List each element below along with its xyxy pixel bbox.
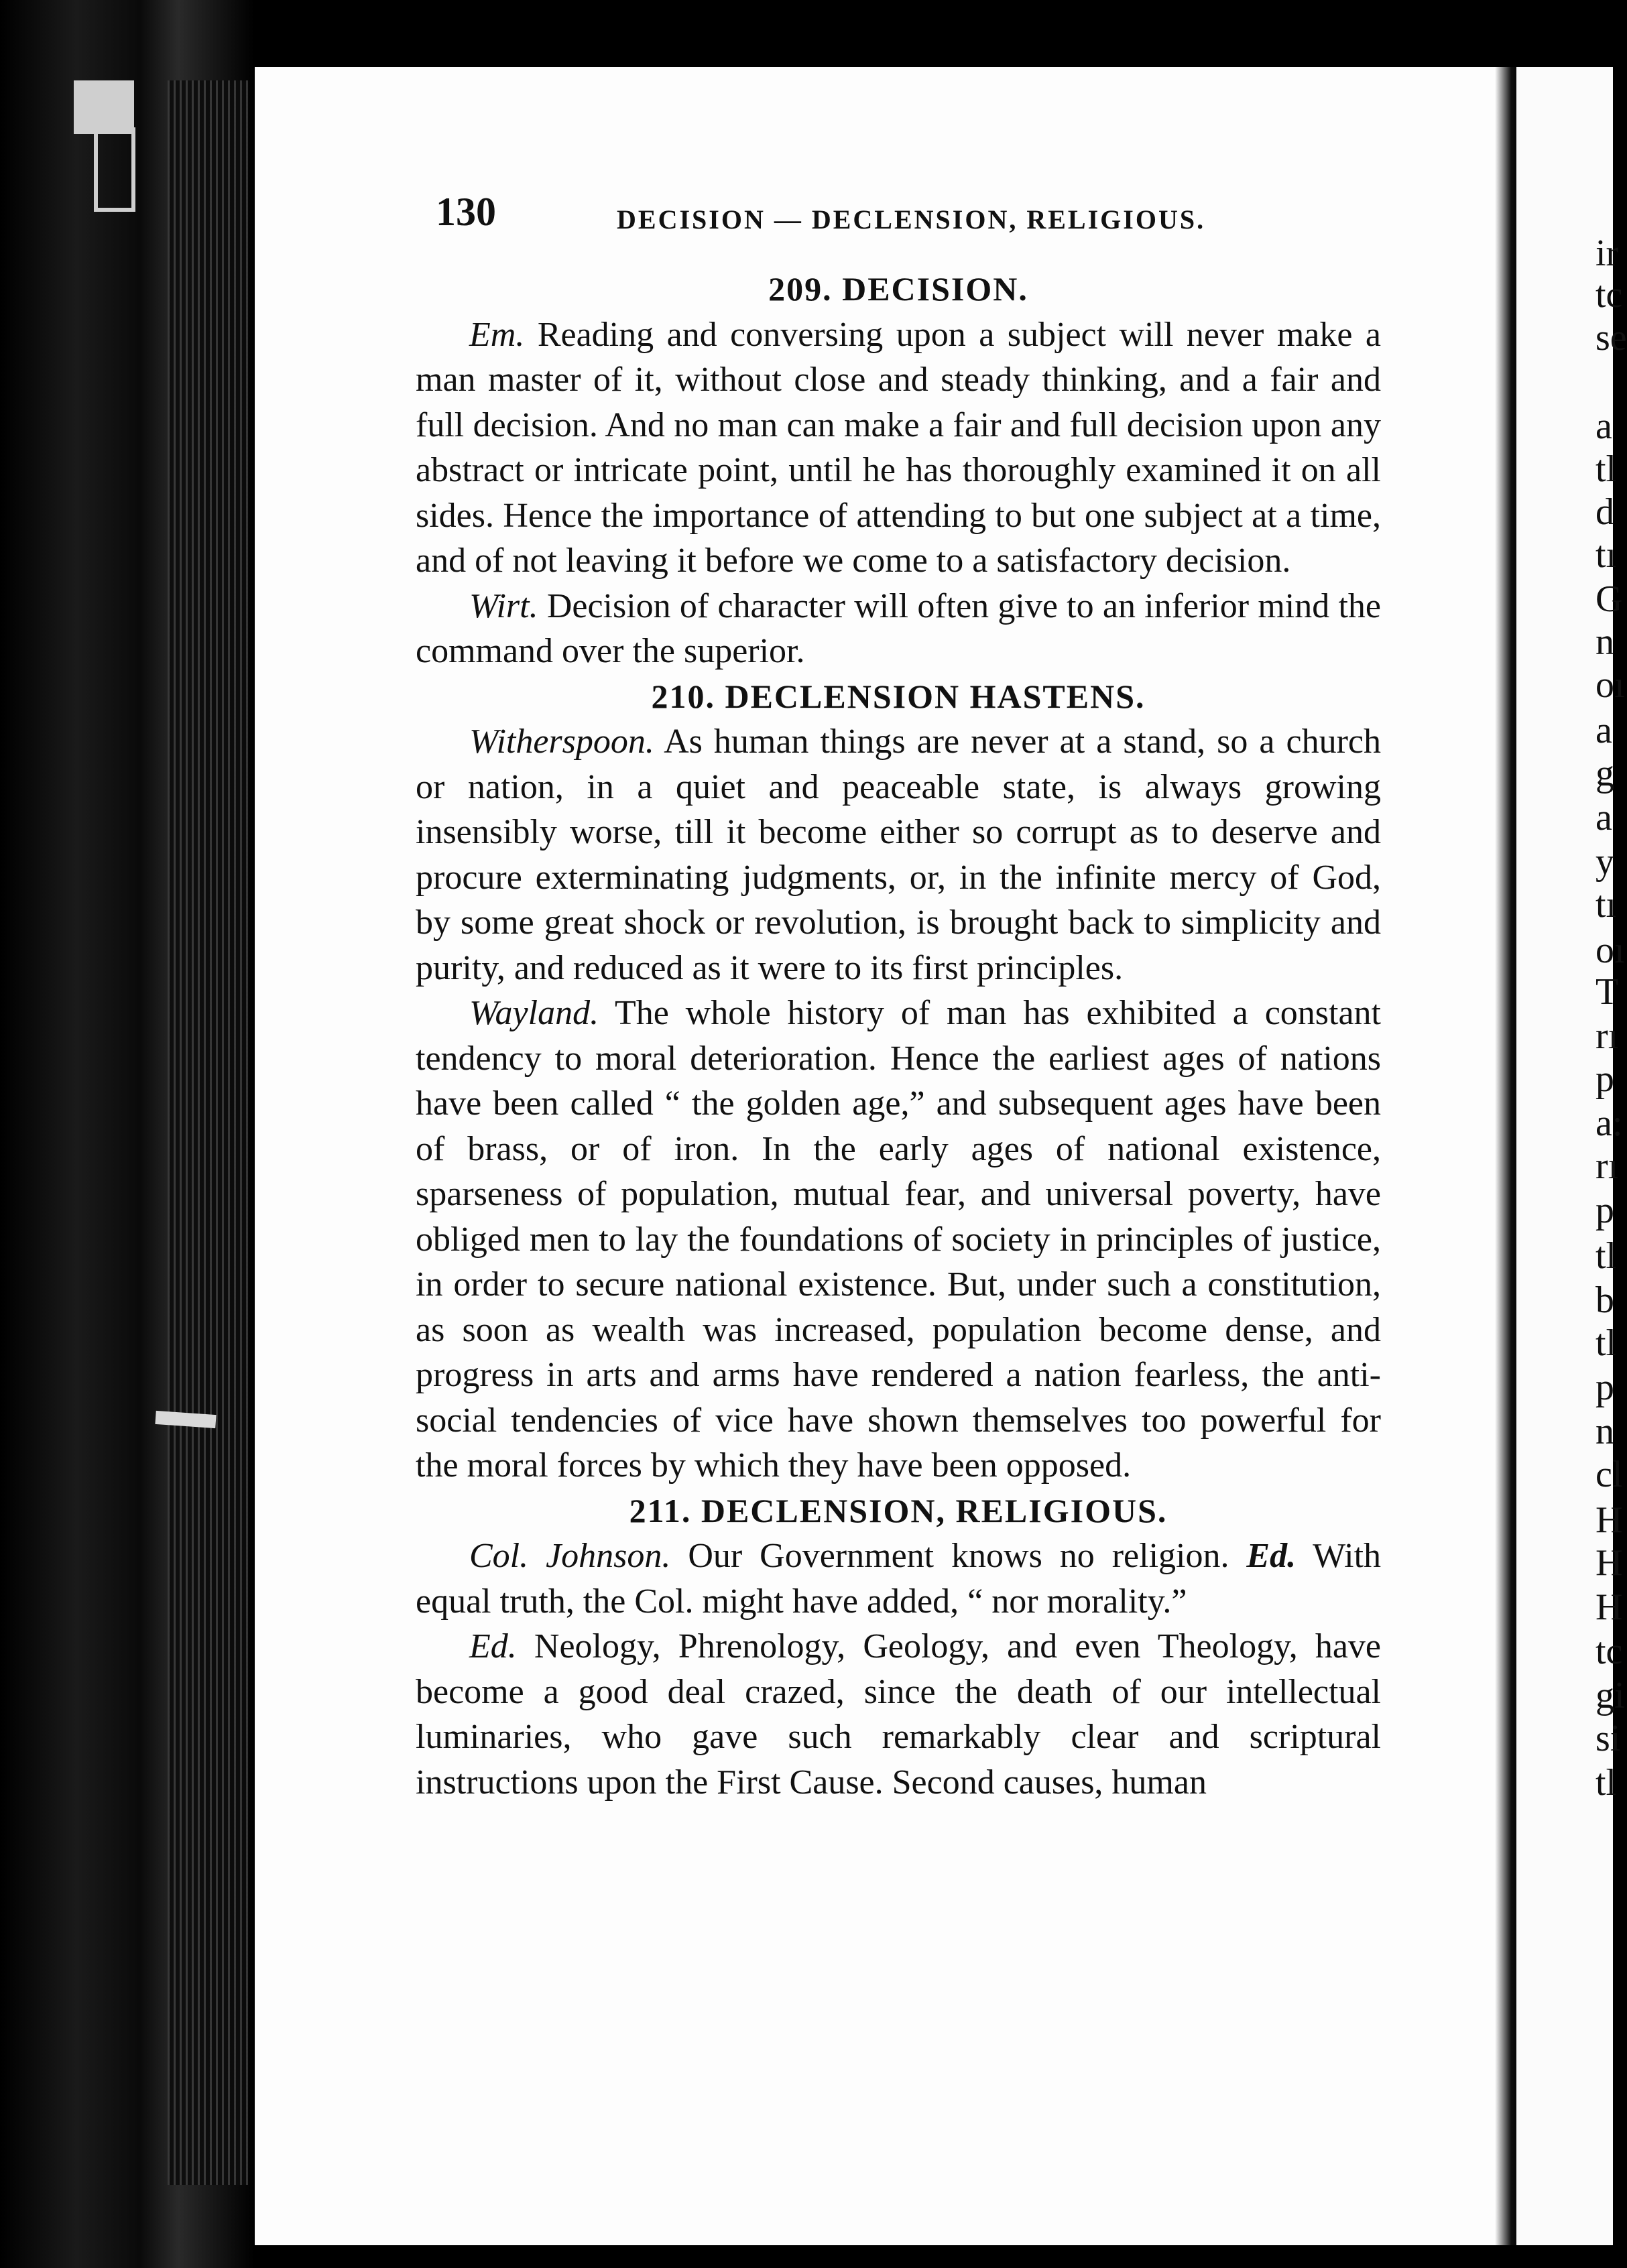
next-page-fragment: H [1595, 1542, 1623, 1584]
quote-paragraph [416, 1533, 1381, 1624]
next-page-fragment: tı [1595, 884, 1617, 926]
quote-paragraph [416, 1624, 1381, 1805]
quote-text: The whole history of man has exhibited a constant tendency to moral deterioration. Hence the earliest ages of nations have been called “ the golden age,” and subsequent ages have been of brass, or of iron. In the early ages of national existence, sparseness of population, mutual fear, and universal poverty, have obliged men to lay the foundations of society in principles of justice, in order to secure national existence. But, under such a constitution, as soon as wealth was increased, population become dense, and progress in arts and arms have rendered a nation fearless, the anti-social tendencies of vice have shown themselves too powerful for the moral forces by which they have been opposed. [416, 994, 1381, 1485]
page-body [416, 267, 1381, 1805]
quote-author: Witherspoon. [469, 722, 654, 761]
section-title: 210. DECLENSION HASTENS. [651, 677, 1146, 715]
spine-bracket-mark [94, 127, 135, 212]
next-page-fragment: a [1595, 797, 1612, 838]
next-page-fragment: oı [1595, 664, 1625, 706]
next-page-fragment: H [1595, 1586, 1623, 1628]
next-page-fragment: a [1595, 405, 1612, 447]
next-page-fragment: rı [1595, 1015, 1619, 1057]
next-page-fragment: G [1595, 578, 1623, 620]
next-page-fragment: ir [1595, 233, 1619, 274]
next-page-fragment: H [1595, 1499, 1623, 1541]
next-page-fragment: tl [1595, 448, 1617, 490]
quote-text: Our Government knows no religion. [688, 1537, 1229, 1575]
next-page-fragment: y [1595, 841, 1614, 883]
quote-text: Decision of character will often give to an inferior mind the command over the superior. [416, 586, 1382, 670]
page-number: 130 [436, 190, 496, 234]
next-page-fragment: si [1595, 1718, 1621, 1759]
next-page-fragment: tl [1595, 1322, 1617, 1364]
section-title: 209. DECISION. [768, 270, 1028, 308]
next-page-fragment: cl [1595, 1454, 1623, 1495]
spine-tab-mark [74, 80, 134, 134]
next-page-fragment: p [1595, 1190, 1614, 1231]
running-head: DECISION — DECLENSION, RELIGIOUS. [617, 204, 1206, 235]
next-page-fragment: tl [1595, 1762, 1617, 1804]
next-page-fragment: tl [1595, 1235, 1617, 1277]
quote-author: Em. [469, 315, 525, 354]
next-page-fragment: tc [1595, 1631, 1623, 1672]
next-page-fragment: T [1595, 971, 1619, 1013]
next-page-fragment: oı [1595, 930, 1625, 971]
quote-paragraph [416, 312, 1381, 584]
quote-author: Wirt. [469, 586, 538, 625]
quote-text: As human things are never at a stand, so a church or nation, in a quiet and peaceable state, is always growing insensibly worse, till it become either so corrupt as to deserve and procure exterminating judgments, or, in the infinite mercy of God, by some great shock or revolution, is brought back to simplicity and purity, and reduced as it were to its first principles. [416, 722, 1381, 987]
quote-text: Reading and conversing upon a subject will never make a man master of it, without close and steady thinking, and a fair and full decision. And no man can make a fair and full decision upon any abstract or intricate point, until he has thoroughly examined it on all sides. Hence the importance of attending to but one subject at a time, and of not leaving it before we come to a satisfactory decision. [416, 315, 1382, 580]
next-page-fragment: tı [1595, 534, 1617, 576]
next-page-fragment: a: [1595, 1102, 1623, 1144]
quote-paragraph [416, 584, 1381, 674]
quote-paragraph [416, 991, 1381, 1489]
next-page-fragment: tc [1595, 274, 1623, 316]
quote-author: Col. Johnson. [469, 1537, 671, 1575]
quote-paragraph [416, 719, 1381, 991]
section-title: 211. DECLENSION, RELIGIOUS. [629, 1491, 1168, 1529]
next-page-fragment: g [1595, 753, 1614, 794]
quote-author: Wayland. [469, 994, 599, 1032]
editor-note: With equal truth, the Col. might have added, “ nor morality.” [416, 1537, 1382, 1621]
editor-label: Ed. [1246, 1537, 1297, 1575]
next-page-fragment: n [1595, 621, 1614, 663]
quote-author: Ed. [469, 1627, 517, 1665]
book-spine [0, 0, 255, 2268]
next-page-fragment: rı [1595, 1145, 1619, 1187]
next-page-fragment: p [1595, 1367, 1614, 1408]
next-page-fragment: se [1595, 317, 1627, 359]
page-header [436, 189, 1227, 243]
next-page-fragment: d [1595, 491, 1614, 533]
next-page-fragment: b [1595, 1279, 1614, 1321]
spine-page-edges [168, 80, 248, 2185]
quote-text: Neology, Phrenology, Geology, and even Theology, have become a good deal crazed, since the death of our intellectual luminaries, who gave such remarkably clear and scriptural instructions upon the First Cause. Second causes, human [416, 1627, 1382, 1802]
next-page-sliver [1516, 67, 1627, 2245]
next-page-fragment: a [1595, 710, 1612, 751]
next-page-fragment: gi [1595, 1675, 1625, 1716]
next-page-fragment: p [1595, 1058, 1614, 1100]
next-page-fragment: n [1595, 1411, 1614, 1452]
